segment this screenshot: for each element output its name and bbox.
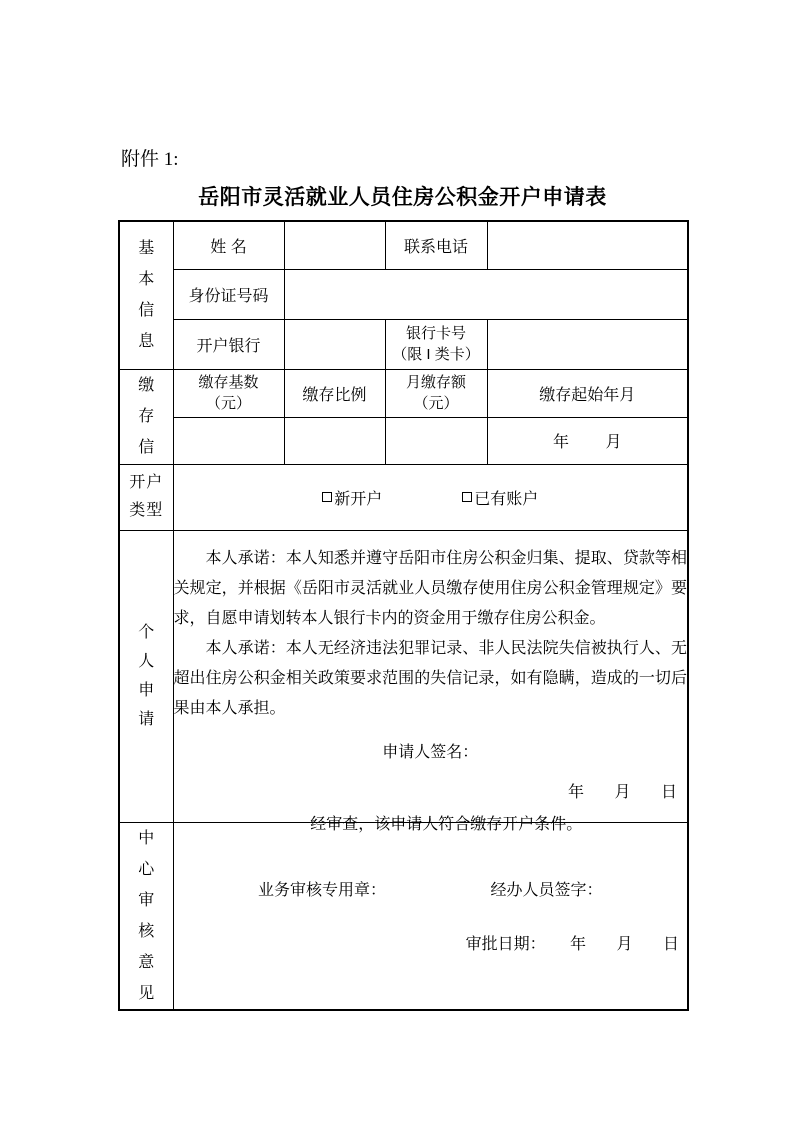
option-new-account: 新开户: [322, 486, 382, 509]
attachment-label: 附件 1:: [121, 149, 179, 170]
applicant-date-line: [174, 778, 688, 808]
year-unit: 年: [568, 784, 585, 801]
table-row: [119, 530, 688, 822]
option-existing-account: 已有账户: [462, 486, 538, 509]
commitment-paragraph-1: 本人承诺：本人知悉并遵守岳阳市住房公积金归集、提取、贷款等相关规定，并根据《岳阳市灵活就业人员缴存使用住房公积金管理规定》要求，自愿申请划转本人银行卡内的资金用于缴存住房公积金。: [173, 550, 687, 627]
table-row: [119, 417, 688, 464]
day-unit: 日: [662, 935, 679, 953]
seal-and-operator-line: [174, 876, 688, 906]
deposit-base-label: 缴存基数 （元）: [173, 369, 284, 417]
name-label: 姓 名: [173, 221, 284, 269]
table-row: [119, 464, 688, 530]
applicant-signature-label: 申请人签名：: [382, 744, 479, 761]
monthly-deposit-label: 月缴存额 （元）: [385, 369, 487, 417]
phone-label: 联系电话: [385, 221, 487, 269]
card-number-value-cell: [487, 319, 688, 369]
year-unit: 年: [553, 434, 570, 451]
deposit-base-value-cell: [173, 417, 284, 464]
application-form-table: [118, 220, 689, 1011]
checkbox-icon: [322, 492, 332, 502]
section-label-deposit-info: 缴存信: [119, 369, 173, 464]
name-value-cell: [284, 221, 385, 269]
commitment-paragraph-2: 本人承诺：本人无经济违法犯罪记录、非人民法院失信被执行人、无超出住房公积金相关政策要求范围的失信记录，如有隐瞒，造成的一切后果由本人承担。: [173, 640, 687, 717]
card-number-label: 银行卡号 （限 I 类卡）: [385, 319, 487, 369]
table-row: [119, 221, 688, 269]
phone-value-cell: [487, 221, 688, 269]
deposit-start-label: 缴存起始年月: [487, 369, 688, 417]
table-row: [119, 822, 688, 1010]
approval-date-line: [174, 930, 688, 960]
deposit-start-date-cell: [487, 417, 688, 464]
section-label-personal-application: 个人申请: [119, 530, 173, 822]
id-number-label: 身份证号码: [173, 269, 284, 319]
deposit-ratio-value-cell: [284, 417, 385, 464]
operator-signature-label: 经办人员签字：: [490, 881, 603, 899]
checkbox-icon: [462, 492, 472, 502]
approval-date-label: 审批日期：: [465, 935, 546, 953]
table-row: [119, 319, 688, 369]
account-type-options-cell: [173, 464, 688, 530]
bank-value-cell: [284, 319, 385, 369]
day-unit: 日: [660, 784, 677, 801]
center-review-cell: [173, 815, 688, 1010]
table-row: [119, 369, 688, 417]
month-unit: 月: [605, 434, 622, 451]
personal-application-cell: [173, 530, 688, 822]
year-unit: 年: [570, 935, 587, 953]
deposit-ratio-label: 缴存比例: [284, 369, 385, 417]
monthly-deposit-value-cell: [385, 417, 487, 464]
section-label-account-type: 开户类型: [119, 464, 173, 530]
month-unit: 月: [614, 784, 631, 801]
bank-label: 开户银行: [173, 319, 284, 369]
review-statement: 经审查，该申请人符合缴存开户条件。: [310, 815, 583, 833]
id-number-value-cell: [284, 269, 688, 319]
month-unit: 月: [616, 935, 633, 953]
section-label-center-review: 中心审核意见: [119, 822, 173, 1010]
business-seal-label: 业务审核专用章：: [258, 881, 387, 899]
form-title: 岳阳市灵活就业人员住房公积金开户申请表: [198, 186, 607, 209]
table-row: [119, 269, 688, 319]
section-label-basic-info: 基本信息: [119, 221, 173, 369]
